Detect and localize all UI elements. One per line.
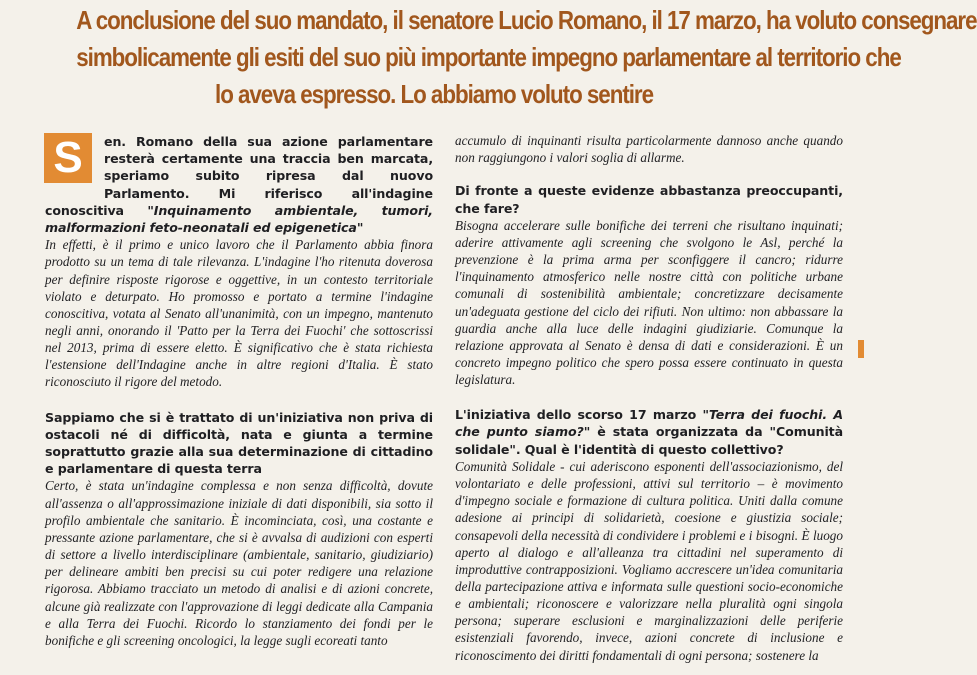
- headline-line-1: A conclusione del suo mandato, il senatore Lucio Romano, il 17 marzo, ha voluto consegnare: [76, 5, 977, 35]
- question-3: Di fronte a queste evidenze abbastanza preoccupanti, che fare?: [455, 183, 843, 216]
- question-2: Sappiamo che si è trattato di un'iniziativa non priva di ostacoli né di difficoltà, nata e giunta a termine soprattutto grazie alla sua determinazione di cittadino e parlamentare di questa terra: [45, 409, 433, 477]
- drop-cap: S: [44, 133, 92, 183]
- right-column: [455, 132, 843, 664]
- article-headline: [76, 2, 977, 113]
- page-edge-tab: [858, 340, 864, 358]
- answer-continued: accumulo di inquinanti risulta particolarmente dannoso anche quando non raggiungono i valori soglia di allarme.: [455, 133, 843, 166]
- answer-3: Bisogna accelerare sulle bonifiche dei terreni che risultano inquinati; aderire attivamente agli screening che svolgono le Asl, perché la prevenzione è la prima arma per sconfiggere il cancro; ridurre l'inquinamento atmosferico nelle nostre città con politiche urbane comunali di sostenibilità ambientale; concretizzare decisamente un'adeguata gestione del ciclo dei rifiuti. Non ultimo: non abbassare la guardia anche alla luce delle indagini giudiziarie. Comunque la relazione approvata al Senato è densa di dati e considerazioni. È un concreto impegno politico che spero possa essere continuato in questa legislatura.: [455, 217, 843, 388]
- question-4: [455, 406, 843, 458]
- headline-line-3: lo aveva espresso. Lo abbiamo voluto sentire: [215, 79, 653, 109]
- question-1-text: en. Romano della sua azione parlamentare resterà certamente una traccia ben marcata, speriamo subito ripresa dal nuovo Parlamento. Mi riferisco all'indagine conoscitiva: [45, 134, 433, 218]
- question-4-tail: è stata organizzata da "Comunità solidale". Qual è l'identità di questo collettivo?: [455, 424, 843, 457]
- answer-2: Certo, è stata un'indagine complessa e non senza difficoltà, dovute all'assenza o all'approssimazione iniziale di dati disponibili, sia sotto il profilo ambientale che sanitario. È incominciata, così, una costante e pressante azione parlamentare, che si è avvalsa di audizioni con esperti di settore a livello interdisciplinare (ambientale, sanitario, giudiziario) per delineare ambiti ben precisi su cui poter redigere una relazione rigorosa. Abbiamo tracciato un metodo di analisi e di azioni concrete, alcune già realizzate con l'approvazione di leggi dedicate alla Campania e alla Terra dei Fuochi. Ricordo lo stanziamento dei fondi per le bonifiche e gli screening oncologici, la legge sugli ecoreati tanto: [45, 478, 433, 648]
- left-column: [45, 133, 433, 649]
- question-4-lead: L'iniziativa dello scorso 17 marzo: [455, 407, 703, 423]
- question-4-event-title: "Terra dei fuochi. A che punto siamo?": [455, 407, 843, 440]
- question-1: [45, 133, 433, 236]
- answer-4: Comunità Solidale - cui aderiscono esponenti dell'associazionismo, del volontariato e delle professioni, attivi sul territorio – è movimento d'impegno sociale e formazione di cultura politica. Uniti dalla comune adesione ai principi di solidarietà, coesione e giustizia sociale; consapevoli della necessità di condividere i problemi e i bisogni. È luogo aperto al dialogo e all'alleanza tra cittadini nel superamento di improduttive contrapposizioni. Vogliamo accrescere un'idea comunitaria della partecipazione attiva e informata sulle questioni socio-economiche e ambientali; riconoscere e valorizzare nella pluralità ogni singola persona; superare esclusioni e marginalizzazioni delle periferie esistenziali favorendo, invece, azioni concrete di inclusione e riconoscimento dei diritti fondamentali di ogni persona; sostenere la: [455, 458, 843, 663]
- question-1-title: "Inquinamento ambientale, tumori, malformazioni feto-neonatali ed epigenetica": [45, 202, 433, 236]
- answer-1: In effetti, è il primo e unico lavoro che il Parlamento abbia finora prodotto su un tema di tale rilevanza. L'indagine l'ho ritenuta doverosa per definire risposte rigorose e oggettive, in un contesto territoriale violato e deturpato. Ho promosso e portato a termine l'indagine conoscitiva, votata al Senato all'unanimità, con un impegno, mantenuto negli anni, onorando il 'Patto per la Terra dei Fuochi' che sottoscrissi nel 2013, prima di essere eletto. È significativo che è stata richiesta l'estensione dell'Indagine anche in altre regioni d'Italia. È stato riconosciuto il rigore del metodo.: [45, 237, 433, 390]
- headline-line-2: simbolicamente gli esiti del suo più importante impegno parlamentare al territorio che: [76, 42, 901, 72]
